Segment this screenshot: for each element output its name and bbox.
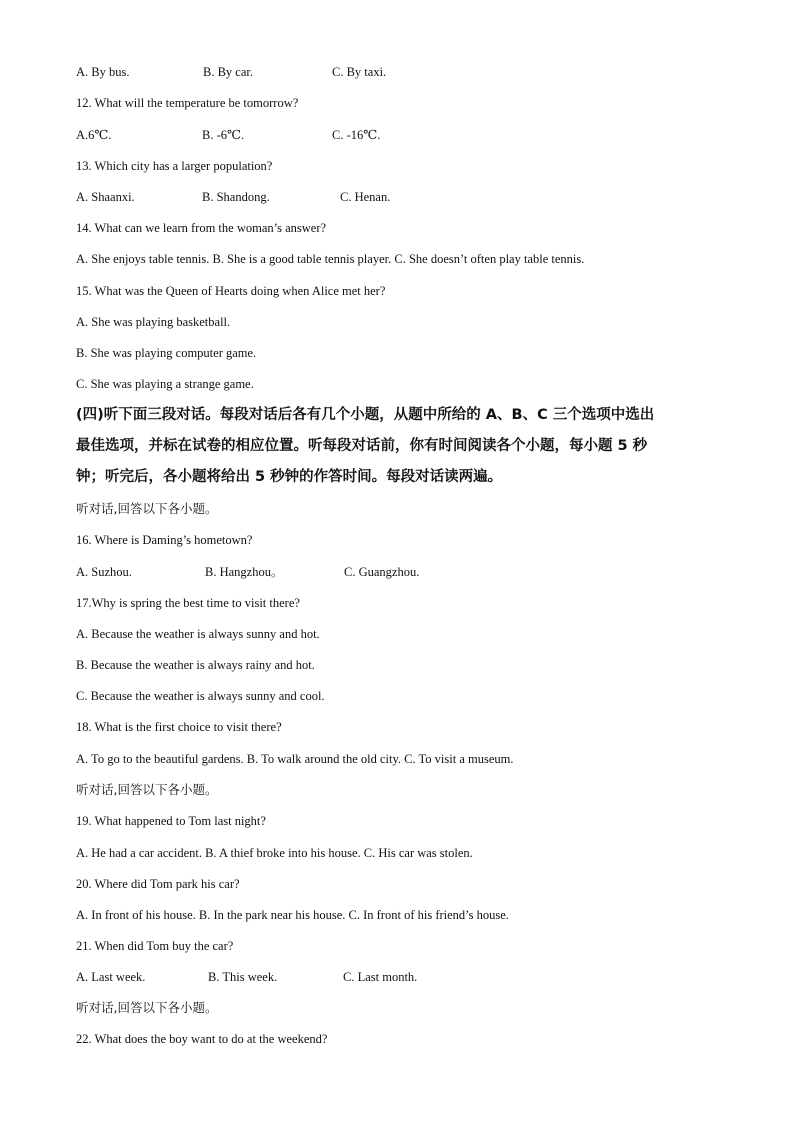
q15-option-b: B. She was playing computer game. (76, 346, 257, 360)
q21-question: 21. When did Tom buy the car? (76, 939, 234, 953)
q18-question: 18. What is the first choice to visit there? (76, 720, 282, 734)
q16-question: 16. Where is Daming’s hometown? (76, 533, 253, 547)
q16-option-b: B. Hangzhou。 (205, 565, 284, 579)
q13-option-b: B. Shandong. (202, 190, 270, 204)
q19-question: 19. What happened to Tom last night? (76, 814, 266, 828)
q21-option-c: C. Last month. (343, 970, 418, 984)
q13-option-c: C. Henan. (340, 190, 391, 204)
q22-question: 22. What does the boy want to do at the weekend? (76, 1032, 328, 1046)
q12-option-c: C. -16℃. (332, 128, 381, 142)
q12-option-a: A.6℃. (76, 128, 112, 142)
listen-instruction-2: 听对话,回答以下各小题。 (76, 782, 218, 797)
q13-question: 13. Which city has a larger population? (76, 159, 273, 173)
q16-option-a: A. Suzhou. (76, 565, 132, 579)
section-4-line-1: (四)听下面三段对话。每段对话后各有几个小题，从题中所给的 A、B、C 三个选项中选出 (76, 407, 655, 423)
q14-options: A. She enjoys table tennis. B. She is a good table tennis player. C. She doesn’t often play table tennis. (76, 252, 585, 266)
q17-option-c: C. Because the weather is always sunny and cool. (76, 689, 325, 703)
section-4-line-2: 最佳选项，并标在试卷的相应位置。听每段对话前，你有时间阅读各个小题，每小题 5 秒 (76, 438, 648, 454)
q15-option-a: A. She was playing basketball. (76, 315, 231, 329)
section-4-instructions (76, 400, 726, 493)
q17-option-b: B. Because the weather is always rainy and hot. (76, 658, 315, 672)
listen-instruction-3: 听对话,回答以下各小题。 (76, 1000, 218, 1015)
q21-option-b: B. This week. (208, 970, 278, 984)
q11-option-b: B. By car. (203, 65, 253, 79)
q12-question: 12. What will the temperature be tomorrow? (76, 96, 299, 110)
q15-option-c: C. She was playing a strange game. (76, 377, 254, 391)
q11-option-c: C. By taxi. (332, 65, 387, 79)
q20-question: 20. Where did Tom park his car? (76, 877, 240, 891)
q17-question: 17.Why is spring the best time to visit there? (76, 596, 300, 610)
q19-options: A. He had a car accident. B. A thief broke into his house. C. His car was stolen. (76, 846, 473, 860)
section-4-line-3: 钟；听完后，各小题将给出 5 秒钟的作答时间。每段对话读两遍。 (76, 469, 503, 485)
q13-option-a: A. Shaanxi. (76, 190, 135, 204)
q17-option-a: A. Because the weather is always sunny and hot. (76, 627, 320, 641)
q11-option-a: A. By bus. (76, 65, 130, 79)
q14-question: 14. What can we learn from the woman’s answer? (76, 221, 327, 235)
q18-options: A. To go to the beautiful gardens. B. To walk around the old city. C. To visit a museum. (76, 752, 514, 766)
q16-option-c: C. Guangzhou. (344, 565, 420, 579)
q21-option-a: A. Last week. (76, 970, 146, 984)
listen-instruction-1: 听对话,回答以下各小题。 (76, 501, 218, 516)
q12-option-b: B. -6℃. (202, 128, 245, 142)
q20-options: A. In front of his house. B. In the park near his house. C. In front of his friend’s house. (76, 908, 509, 922)
q15-question: 15. What was the Queen of Hearts doing when Alice met her? (76, 284, 386, 298)
